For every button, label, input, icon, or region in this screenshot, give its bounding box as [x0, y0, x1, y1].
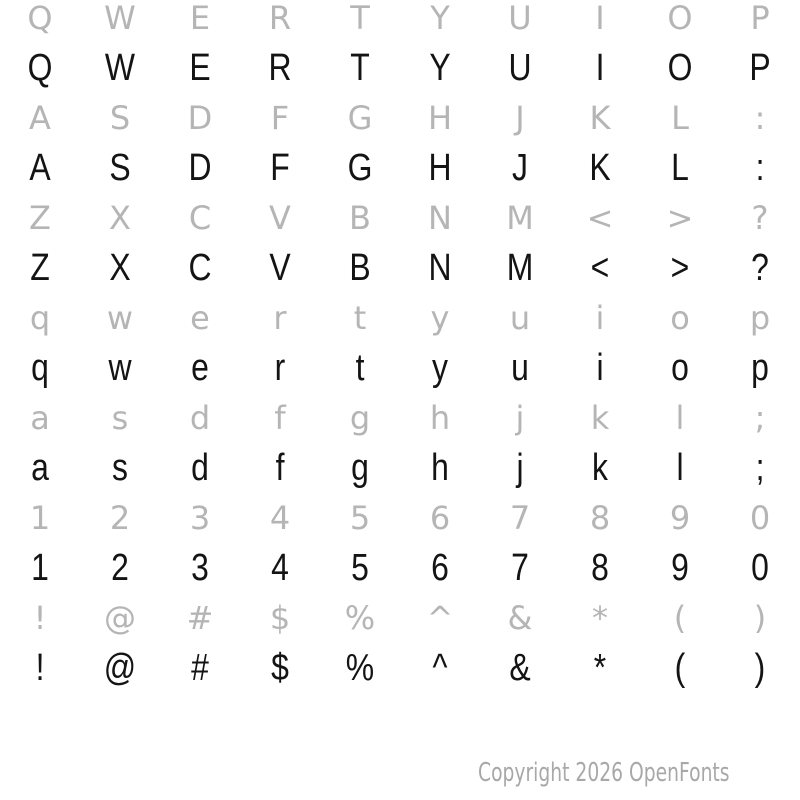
glyph-cell: :: [755, 147, 765, 189]
glyph-cell: t: [355, 347, 365, 389]
glyph-cell: a: [31, 447, 49, 489]
glyph-cell: q: [29, 299, 51, 337]
glyph-cell: 8: [591, 547, 609, 589]
glyph-cell: 3: [189, 499, 211, 537]
glyph-cell: N: [428, 199, 452, 237]
glyph-cell: A: [29, 99, 51, 137]
glyph-cell: >: [670, 247, 690, 289]
glyph-cell: j: [515, 399, 525, 437]
glyph-cell: k: [590, 399, 610, 437]
glyph-cell: o: [670, 299, 690, 337]
glyph-cell: 7: [509, 499, 531, 537]
glyph-cell: K: [589, 147, 611, 189]
glyph-cell: t: [353, 299, 367, 337]
glyph-cell: Z: [30, 247, 50, 289]
specimen-row-reference: [0, 593, 800, 643]
glyph-cell: s: [112, 447, 128, 489]
glyph-cell: X: [109, 247, 131, 289]
glyph-cell: @: [103, 647, 137, 689]
glyph-cell: N: [428, 247, 452, 289]
glyph-cell: >: [666, 199, 694, 237]
glyph-cell: G: [347, 99, 373, 137]
glyph-cell: i: [596, 347, 604, 389]
glyph-cell: 1: [31, 547, 49, 589]
glyph-cell: X: [109, 199, 131, 237]
glyph-cell: q: [31, 347, 49, 389]
glyph-cell: &: [509, 647, 531, 689]
glyph-cell: E: [189, 0, 211, 37]
glyph-cell: d: [189, 399, 211, 437]
glyph-cell: A: [29, 147, 51, 189]
glyph-cell: l: [675, 399, 685, 437]
glyph-cell: J: [515, 99, 525, 137]
glyph-cell: S: [109, 147, 131, 189]
specimen-row-reference: [0, 0, 800, 43]
glyph-cell: %: [344, 599, 376, 637]
glyph-cell: L: [671, 147, 689, 189]
glyph-cell: V: [269, 199, 291, 237]
specimen-row-specimen: [0, 443, 800, 493]
glyph-cell: 4: [269, 499, 291, 537]
glyph-cell: h: [431, 447, 449, 489]
glyph-cell: ): [753, 599, 767, 637]
glyph-cell: V: [269, 247, 291, 289]
glyph-cell: 2: [109, 499, 131, 537]
glyph-cell: F: [270, 99, 290, 137]
glyph-cell: :: [754, 99, 766, 137]
glyph-cell: I: [595, 0, 605, 37]
glyph-cell: ): [754, 647, 766, 689]
glyph-cell: <: [586, 199, 614, 237]
glyph-cell: ?: [751, 199, 769, 237]
glyph-cell: H: [428, 147, 452, 189]
glyph-cell: O: [667, 47, 693, 89]
specimen-row-specimen: [0, 543, 800, 593]
glyph-cell: 9: [669, 499, 691, 537]
glyph-cell: W: [104, 0, 136, 37]
glyph-cell: u: [511, 347, 529, 389]
glyph-cell: w: [108, 347, 132, 389]
glyph-cell: k: [592, 447, 608, 489]
specimen-row-reference: [0, 493, 800, 543]
glyph-cell: 1: [29, 499, 51, 537]
glyph-cell: #: [191, 647, 209, 689]
glyph-cell: S: [109, 99, 131, 137]
glyph-cell: O: [667, 0, 693, 37]
glyph-cell: E: [189, 47, 211, 89]
glyph-cell: ^: [432, 647, 448, 689]
glyph-cell: C: [188, 247, 212, 289]
glyph-cell: B: [349, 247, 371, 289]
glyph-cell: Z: [29, 199, 51, 237]
glyph-cell: ;: [755, 447, 765, 489]
glyph-cell: o: [671, 347, 689, 389]
glyph-cell: g: [349, 399, 371, 437]
glyph-cell: P: [749, 47, 771, 89]
glyph-cell: w: [106, 299, 134, 337]
glyph-cell: 6: [431, 547, 449, 589]
glyph-cell: T: [350, 0, 370, 37]
glyph-cell: p: [749, 299, 771, 337]
glyph-cell: r: [274, 347, 286, 389]
glyph-cell: s: [111, 399, 129, 437]
glyph-cell: e: [190, 299, 210, 337]
glyph-cell: &: [507, 599, 533, 637]
glyph-cell: M: [506, 199, 534, 237]
glyph-cell: R: [268, 0, 292, 37]
glyph-cell: (: [674, 647, 686, 689]
glyph-cell: i: [595, 299, 605, 337]
glyph-cell: 6: [429, 499, 451, 537]
glyph-cell: j: [516, 447, 524, 489]
glyph-cell: %: [345, 647, 375, 689]
specimen-row-reference: [0, 93, 800, 143]
glyph-cell: Y: [429, 47, 451, 89]
glyph-cell: $: [271, 647, 289, 689]
glyph-cell: D: [187, 99, 213, 137]
glyph-cell: l: [676, 447, 684, 489]
glyph-cell: R: [268, 47, 292, 89]
glyph-cell: U: [508, 47, 532, 89]
glyph-cell: F: [270, 147, 290, 189]
glyph-cell: f: [274, 399, 286, 437]
glyph-cell: U: [508, 0, 532, 37]
glyph-cell: ^: [426, 599, 454, 637]
glyph-cell: g: [351, 447, 369, 489]
glyph-cell: P: [750, 0, 770, 37]
glyph-cell: *: [593, 647, 607, 689]
glyph-cell: M: [506, 247, 534, 289]
specimen-row-specimen: [0, 343, 800, 393]
glyph-cell: Q: [27, 47, 53, 89]
glyph-cell: Q: [27, 0, 53, 37]
specimen-row-specimen: [0, 43, 800, 93]
glyph-cell: D: [188, 147, 212, 189]
glyph-cell: d: [191, 447, 209, 489]
glyph-cell: L: [671, 99, 689, 137]
glyph-cell: r: [273, 299, 287, 337]
glyph-cell: #: [186, 599, 214, 637]
glyph-cell: I: [595, 47, 605, 89]
specimen-row-reference: [0, 393, 800, 443]
glyph-cell: W: [104, 47, 136, 89]
glyph-cell: ?: [751, 247, 769, 289]
glyph-cell: B: [349, 199, 371, 237]
glyph-cell: a: [30, 399, 50, 437]
glyph-cell: y: [430, 299, 450, 337]
glyph-cell: G: [347, 147, 373, 189]
specimen-row-specimen: [0, 643, 800, 693]
glyph-cell: <: [590, 247, 610, 289]
glyph-cell: h: [429, 399, 451, 437]
glyph-cell: e: [191, 347, 209, 389]
glyph-cell: J: [512, 147, 528, 189]
specimen-row-reference: [0, 293, 800, 343]
glyph-cell: y: [432, 347, 448, 389]
glyph-cell: K: [589, 99, 611, 137]
glyph-cell: 7: [511, 547, 529, 589]
glyph-cell: 3: [191, 547, 209, 589]
glyph-cell: (: [673, 599, 687, 637]
glyph-cell: C: [188, 199, 212, 237]
glyph-cell: u: [509, 299, 531, 337]
glyph-cell: 8: [589, 499, 611, 537]
glyph-cell: 9: [671, 547, 689, 589]
glyph-cell: p: [751, 347, 769, 389]
glyph-cell: @: [104, 599, 136, 637]
glyph-cell: Y: [430, 0, 450, 37]
glyph-cell: 2: [111, 547, 129, 589]
glyph-cell: H: [427, 99, 453, 137]
glyph-cell: !: [33, 599, 47, 637]
glyph-cell: 0: [749, 499, 771, 537]
glyph-cell: 5: [351, 547, 369, 589]
glyph-cell: !: [35, 647, 45, 689]
glyph-cell: 0: [751, 547, 769, 589]
copyright-text: Copyright 2026 OpenFonts: [478, 758, 730, 788]
specimen-row-specimen: [0, 243, 800, 293]
glyph-cell: T: [350, 47, 370, 89]
glyph-cell: *: [592, 599, 608, 637]
specimen-row-reference: [0, 193, 800, 243]
glyph-cell: 4: [271, 547, 289, 589]
glyph-cell: f: [275, 447, 285, 489]
glyph-cell: ;: [754, 399, 766, 437]
specimen-row-specimen: [0, 143, 800, 193]
glyph-cell: 5: [349, 499, 371, 537]
glyph-cell: $: [269, 599, 291, 637]
